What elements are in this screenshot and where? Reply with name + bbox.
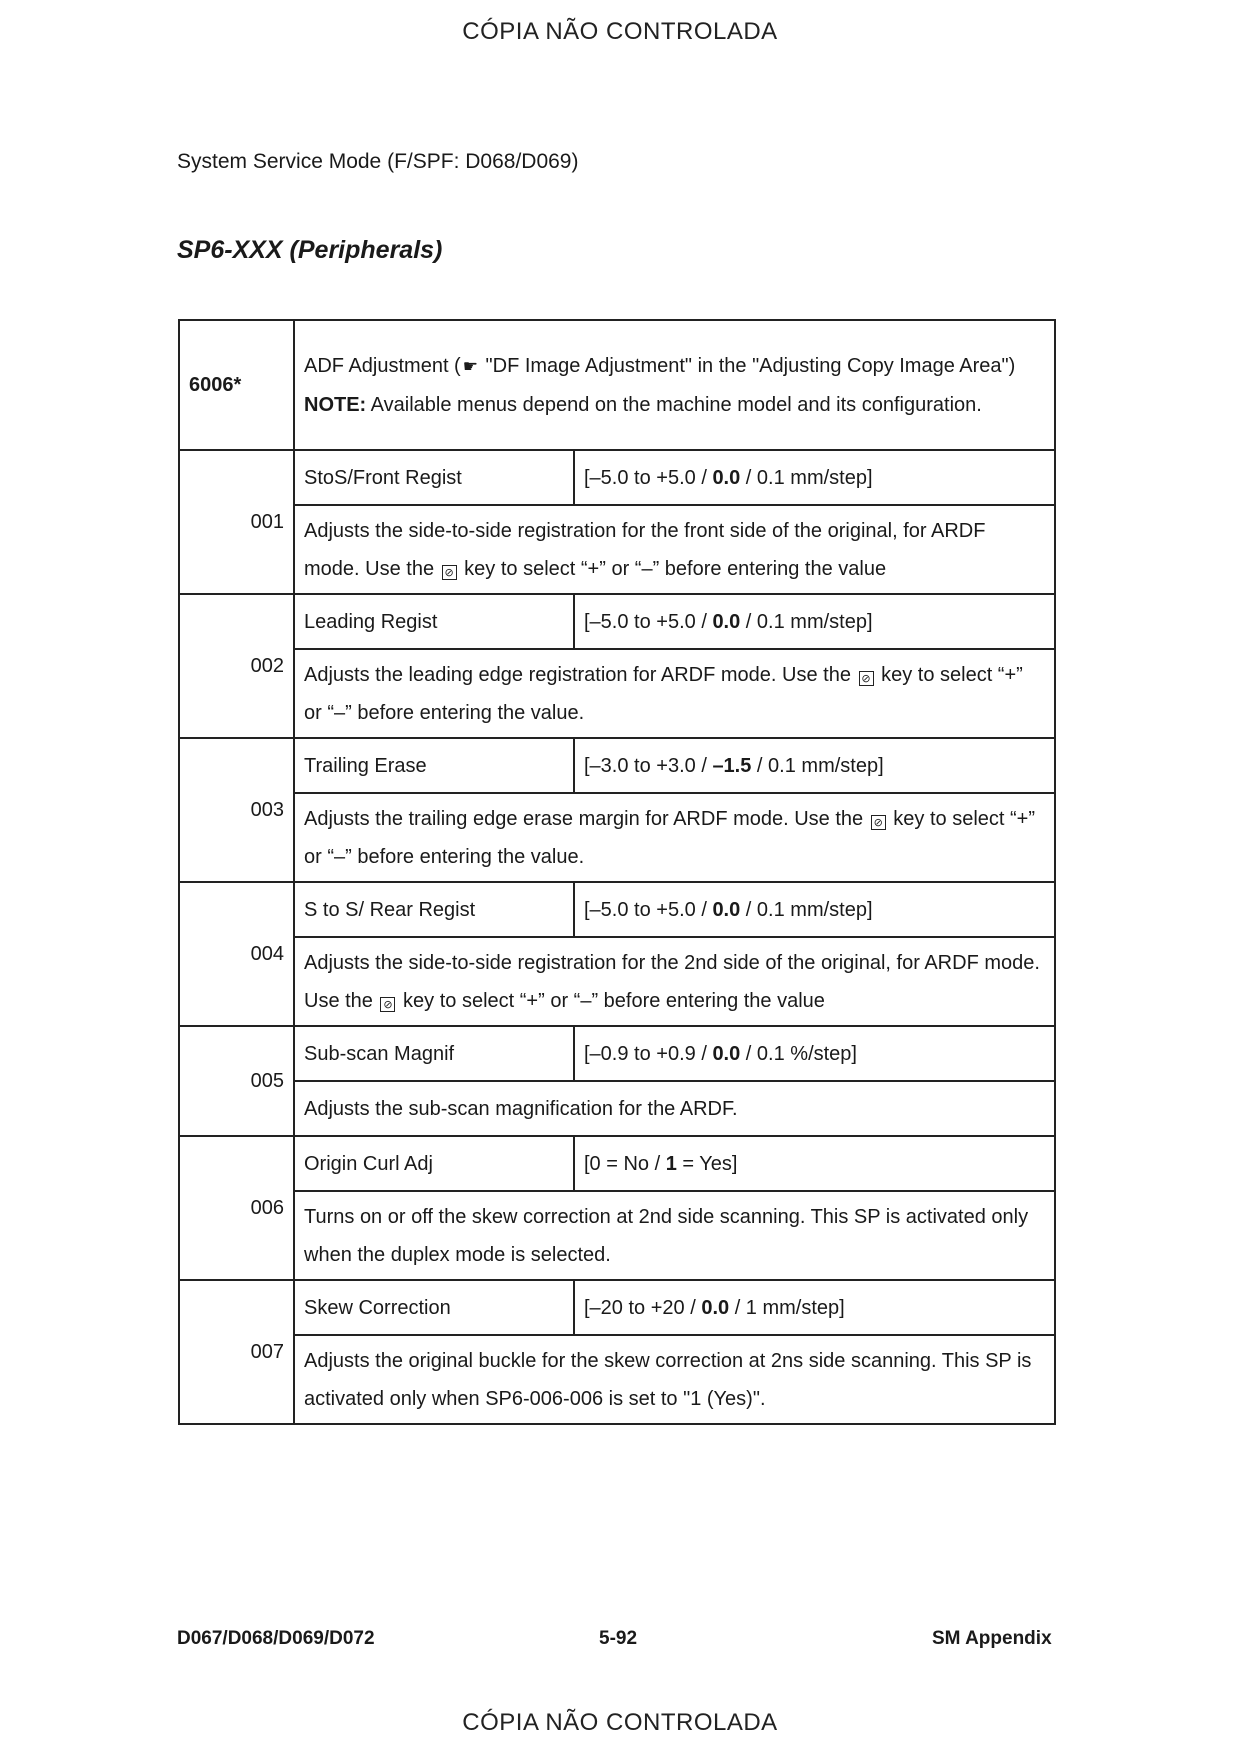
sp-name: StoS/Front Regist <box>294 450 574 505</box>
sp-name: S to S/ Rear Regist <box>294 882 574 937</box>
sp-default: 0.0 <box>712 898 741 921</box>
sp-desc-row-003 <box>179 793 1055 882</box>
sp-desc-row-004 <box>179 937 1055 1026</box>
sp-number: 001 <box>179 450 294 594</box>
sp-description: Adjusts the side-to-side registration for the front side of the original, for ARDF mode. Use the ⊘ key to select “+” or “–” before entering the value <box>294 505 1055 594</box>
sp-default: 0.0 <box>712 1042 741 1065</box>
sp-desc-row-005 <box>179 1081 1055 1136</box>
sp-default: 0.0 <box>701 1296 730 1319</box>
section-title: SP6-XXX (Peripherals) <box>177 236 443 264</box>
sp-number: 006 <box>179 1136 294 1280</box>
sp-number: 007 <box>179 1280 294 1424</box>
footer-model-codes: D067/D068/D069/D072 <box>177 1628 375 1649</box>
sp-description: Adjusts the original buckle for the skew correction at 2ns side scanning. This SP is activated only when SP6-006-006 is set to "1 (Yes)". <box>294 1335 1055 1424</box>
sp-name: Skew Correction <box>294 1280 574 1335</box>
sp-default: 1 <box>665 1152 677 1175</box>
sp-row-005 <box>179 1026 1055 1081</box>
sp-name: Leading Regist <box>294 594 574 649</box>
note-text: Available menus depend on the machine model and its configuration. <box>366 393 982 416</box>
sp-description: Adjusts the leading edge registration for ARDF mode. Use the ⊘ key to select “+” or “–” before entering the value. <box>294 649 1055 738</box>
sp-table <box>178 319 1056 1425</box>
clear-key-icon: ⊘ <box>859 671 874 686</box>
sp-desc-row-007 <box>179 1335 1055 1424</box>
sp-desc-row-001 <box>179 505 1055 594</box>
sp-range: [–5.0 to +5.0 / 0.0 / 0.1 mm/step] <box>574 882 1055 937</box>
sp-range: [–20 to +20 / 0.0 / 1 mm/step] <box>574 1280 1055 1335</box>
clear-key-icon: ⊘ <box>871 815 886 830</box>
sp-default: 0.0 <box>712 466 741 489</box>
note-label: NOTE: <box>304 393 367 416</box>
sp-row-007 <box>179 1280 1055 1335</box>
sp-number: 003 <box>179 738 294 882</box>
sp-desc-row-002 <box>179 649 1055 738</box>
sp-name: Origin Curl Adj <box>294 1136 574 1191</box>
main-item-number: 6006* <box>179 320 294 450</box>
main-item-row <box>179 320 1055 450</box>
sp-description: Turns on or off the skew correction at 2nd side scanning. This SP is activated only when the duplex mode is selected. <box>294 1191 1055 1280</box>
pointing-hand-icon: ☛ <box>462 356 478 376</box>
main-item-title-ref: "DF Image Adjustment" in the "Adjusting Copy Image Area") <box>479 354 1016 377</box>
sp-range: [–5.0 to +5.0 / 0.0 / 0.1 mm/step] <box>574 594 1055 649</box>
main-item-title-prefix: ADF Adjustment ( <box>304 354 461 377</box>
watermark-top: CÓPIA NÃO CONTROLADA <box>462 18 778 45</box>
sp-description: Adjusts the sub-scan magnification for the ARDF. <box>294 1081 1055 1136</box>
sp-description: Adjusts the trailing edge erase margin for ARDF mode. Use the ⊘ key to select “+” or “–” before entering the value. <box>294 793 1055 882</box>
sp-range: [0 = No / 1 = Yes] <box>574 1136 1055 1191</box>
sp-name: Sub-scan Magnif <box>294 1026 574 1081</box>
sp-name: Trailing Erase <box>294 738 574 793</box>
sp-desc-row-006 <box>179 1191 1055 1280</box>
sp-number: 002 <box>179 594 294 738</box>
sp-description: Adjusts the side-to-side registration for the 2nd side of the original, for ARDF mode. Use the ⊘ key to select “+” or “–” before entering the value <box>294 937 1055 1026</box>
footer-page-number: 5-92 <box>599 1628 638 1649</box>
sp-number: 005 <box>179 1026 294 1136</box>
sp-row-006 <box>179 1136 1055 1191</box>
sp-range: [–5.0 to +5.0 / 0.0 / 0.1 mm/step] <box>574 450 1055 505</box>
sp-default: 0.0 <box>712 610 741 633</box>
sp-number: 004 <box>179 882 294 1026</box>
clear-key-icon: ⊘ <box>380 997 395 1012</box>
clear-key-icon: ⊘ <box>442 565 457 580</box>
sp-row-002 <box>179 594 1055 649</box>
sp-row-004 <box>179 882 1055 937</box>
page-header: System Service Mode (F/SPF: D068/D069) <box>177 150 579 173</box>
watermark-bottom: CÓPIA NÃO CONTROLADA <box>462 1709 778 1736</box>
sp-row-003 <box>179 738 1055 793</box>
sp-range: [–3.0 to +3.0 / –1.5 / 0.1 mm/step] <box>574 738 1055 793</box>
sp-range: [–0.9 to +0.9 / 0.0 / 0.1 %/step] <box>574 1026 1055 1081</box>
sp-row-001 <box>179 450 1055 505</box>
sp-default: –1.5 <box>712 754 752 777</box>
footer-section-name: SM Appendix <box>932 1628 1052 1649</box>
main-item-description <box>294 320 1055 450</box>
